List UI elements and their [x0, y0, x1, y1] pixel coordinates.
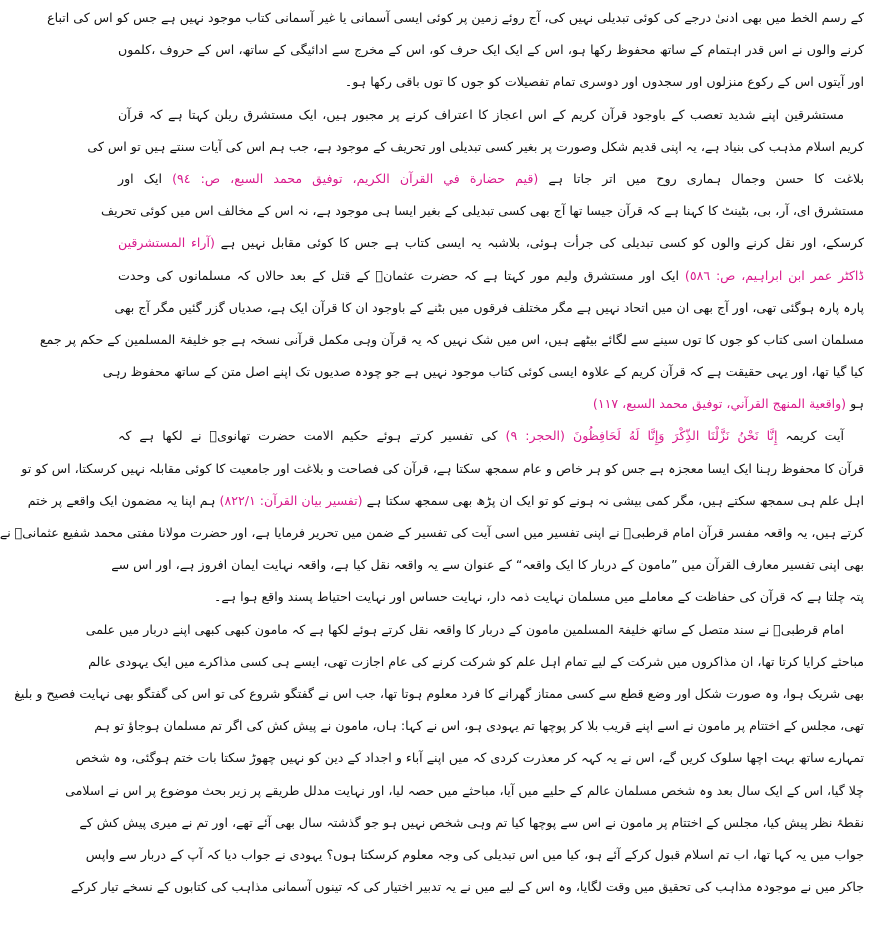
citation-reference: ڈاکٹر عمر ابن ابراہیم، ص: ٥٨٦) [684, 267, 864, 283]
text-line [94, 710, 864, 742]
text-segment: جواب میں یہ کہا تھا، اب تم اسلام قبول کرکے آئے ہو، کیا میں اس تبدیلی کی وجہ معلوم کرسکتا ہوں؟ یہودی نے جواب دیا کہ آپ کے دربار سے واپس [85, 846, 864, 862]
citation-reference: (قيم حضارة في القرآن الكريم، توفيق محمد السبع، ص: ٩٤) [172, 170, 539, 186]
text-segment: کرنے والوں نے اس قدر اہتمام کے ساتھ محفوظ رکھا ہو، اس کے ایک ایک حرف کو، اس کے مخرج سے ادائیگی کے ساتھ، اس کے حروف ،کلموں [118, 42, 864, 58]
document-page [0, 2, 865, 947]
text-segment: کرسکے، اور نقل کرنے والوں کو کسی تبدیلی کی جرأت ہوئی، بلاشبہ یہ ایسی کتاب ہے جس کا کوئی مقابل نہیں ہے [214, 235, 864, 251]
text-segment: کرتے ہیں، یہ واقعہ مفسر قرآن امام قرطبیؒ نے اپنی تفسیر میں اسی آیت کی تفسیر کے ضمن میں تحریر فرمایا ہے، اور حضرت مولانا مفتی محمد شفیع عثمانیؒ نے [0, 525, 864, 540]
text-line [111, 549, 864, 581]
text-segment: ہم اپنا یہ مضمون ایک واقعے پر ختم [27, 492, 220, 508]
text-line [118, 420, 864, 452]
text-line [85, 839, 864, 871]
text-segment: تھی، مجلس کے اختتام پر مامون نے اسے اپنے قریب بلا کر پوچھا تم یہودی ہو، اس نے کہا: ہاں، مامون نے پیش کش کی اگر تم مسلمان ہوجاؤ تو ہم [94, 718, 864, 734]
text-line [114, 292, 864, 324]
text-line [102, 356, 864, 388]
text-segment: مستشرق ای، آر، بی، بٹینٹ کا کہنا ہے کہ قرآن جیسا تھا آج بھی کسی تبدیلی کے بغیر ایسا ہی موجود ہے، نہ اس کے مخالف اس میں کوئی تحریف [101, 203, 864, 219]
text-line [21, 453, 864, 485]
text-line [79, 807, 864, 839]
text-segment: کریم اسلام مذہب کی بنیاد ہے، یہ اپنی قدیم شکل وصورت پر بغیر کسی تبدیلی اور تحریف کے موجود ہے، جب ہم اس کی آیات سنتے ہیں تو اس کی [87, 138, 864, 154]
text-line [88, 646, 864, 678]
text-line [27, 485, 864, 517]
paragraph-3 [0, 420, 864, 613]
text-segment: ایک اور [118, 170, 173, 186]
text-segment: مستشرقین اپنے شدید تعصب کے باوجود قرآن کریم کے اس اعجاز کا اعتراف کرنے پر مجبور ہیں، ایک مستشرق ریلن کہتا ہے کہ قرآن [118, 106, 844, 122]
text-segment: کیا گیا تھا، اور یہی حقیقت ہے کہ قرآن کریم کے علاوہ ایسی کوئی کتاب موجود نہیں ہے جو چودہ صدیوں تک اپنے اصل متن کے ساتھ محفوظ رہی [102, 364, 864, 380]
text-line [14, 678, 864, 710]
text-segment: بھی اپنی تفسیر معارف القرآن میں ”مامون کے دربار کا ایک واقعہ“ کے عنوان سے یہ واقعہ نقل کیا ہے، واقعہ نہایت ایمان افروز ہے، اور اس سے [111, 557, 864, 573]
text-segment: مباحثے کرایا کرتا تھا، ان مذاکروں میں شرکت کے لیے تمام اہل علم کو شرکت کرنے کی عام اجازت تھی، ایسے ہی کسی مذاکرے میں ایک یہودی عالم [88, 653, 864, 669]
text-segment: آیت کریمہ [777, 428, 844, 444]
text-line [118, 99, 864, 131]
text-segment: چلا گیا، اس کے ایک سال بعد وہ شخص مسلمان عالم کے حلیے میں آیا، مباحثے میں حصہ لیا، اور نہایت مدلل طریقے پر زیر بحث موضوع پر اس نے اسلامی [65, 782, 864, 798]
text-segment: کے رسم الخط میں بھی ادنیٰ درجے کی کوئی تبدیلی نہیں کی، آج روئے زمین پر کوئی ایسی آسمانی یا غیر آسمانی کتاب موجود نہیں ہے جس کو اس کی اتباع [47, 10, 864, 25]
text-line [118, 388, 864, 420]
text-line [0, 517, 864, 549]
text-line [118, 34, 864, 66]
citation-reference: (تفسیر بیان القرآن: ۸۲۲/۱) [219, 492, 363, 508]
text-segment: کی تفسیر کرتے ہوئے حکیم الامت حضرت تھانویؒ نے لکھا ہے کہ [118, 428, 506, 444]
paragraph-1 [47, 2, 864, 99]
text-line [47, 2, 864, 34]
text-line [65, 775, 864, 807]
text-line [118, 227, 864, 259]
text-line [118, 581, 864, 613]
text-segment: پتہ چلتا ہے کہ قرآن کی حفاظت کے معاملے میں مسلمان نہایت ذمہ دار، نہایت حساس اور نہایت احتیاط پسند واقع ہوا ہے۔ [213, 589, 864, 605]
text-line [101, 195, 864, 227]
text-segment: قرآن کا محفوظ رہنا ایک ایسا معجزہ ہے جس کو ہر خاص و عام سمجھ سکتا ہے، قرآن کی فصاحت و بلاغت اور جامعیت کا کوئی مقابلہ نہیں کرسکتا، اس کو تو [21, 460, 864, 476]
text-segment: اہل علم ہی سمجھ سکتے ہیں، مگر کمی بیشی نہ ہونے کو تو ایک ان پڑھ بھی سمجھ سکتا ہے [362, 492, 864, 508]
text-line [85, 614, 864, 646]
text-segment: نقطۂ نظر پیش کیا، مجلس کے اختتام پر مامون نے اس سے پوچھا کیا تم وہی شخص نہیں ہو جو گذشتہ سال بھی آئے تھے، اور تم نے میری پیش کش کے [79, 814, 864, 830]
text-line [70, 871, 864, 903]
text-segment: پارہ پارہ ہوگئی تھی، اور آج بھی ان میں اتحاد نہیں ہے مگر مختلف فرقوں میں بٹنے کے باوجود ان کا قرآن ایک ہے، صدیاں گزر گئیں مگر آج بھی [114, 299, 864, 315]
text-segment: مسلمان اسی کتاب کو جوں کا توں سینے سے لگائے بیٹھے ہیں، اس میں شک نہیں کہ یہ قرآن وہی مکمل قرآنی نسخہ ہے جو خلیفۃ المسلمین کے حکم پر جمع [39, 331, 864, 347]
paragraph-2 [39, 99, 865, 421]
text-line [75, 742, 864, 774]
text-segment: بھی شریک ہوا، وہ صورت شکل اور وضع قطع سے کسی ممتاز گھرانے کا فرد معلوم ہوتا تھا، جب اس نے گفتگو شروع کی تو اس کی گفتگو بھی نہایت فصیح و بلیغ [14, 685, 864, 701]
text-segment: بلاغت کا حسن وجمال ہماری روح میں اتر جاتا ہے [538, 170, 865, 186]
text-segment: جاکر میں نے موجودہ مذاہب کی تحقیق میں وقت لگایا، وہ اس کے لیے میں نے یہ تدبیر اختیار کی کہ تینوں آسمانی مذاہب کی کتابوں کے نسخے تیار کرکے [70, 879, 864, 895]
text-line [39, 324, 864, 356]
citation-reference: إِنَّا نَحْنُ نَزَّلْنَا الذِّكْرَ وَإِنَّا لَهُ لَحَافِظُونَ (الحجر: ٩) [505, 428, 778, 444]
text-segment: اور آیتوں اس کے رکوع منزلوں اور سجدوں اور دوسری تمام تفصیلات کو جوں کا توں باقی رکھا ہو۔ [344, 74, 864, 90]
text-segment: امام قرطبیؒ نے سند متصل کے ساتھ خلیفۃ المسلمین مامون کے دربار کا واقعہ نقل کرتے ہوئے لکھا ہے کہ مامون کبھی کبھی اپنے دربار میں علمی [85, 621, 844, 637]
text-line [118, 66, 864, 98]
paragraph-4 [14, 614, 864, 904]
text-segment: ہو [846, 396, 864, 412]
text-line [118, 260, 864, 292]
text-line [87, 131, 864, 163]
citation-reference: (واقعية المنهج القرآني، توفيق محمد السبع، ١١٧) [592, 396, 847, 412]
citation-reference: (آراء المستشرقين [118, 235, 215, 251]
text-line [118, 163, 864, 195]
text-segment: ایک اور مستشرق ولیم مور کہتا ہے کہ حضرت عثمانؓ کے قتل کے بعد حالاں کہ مسلمانوں کی وحدت [118, 267, 685, 283]
text-segment: تمہارے ساتھ بہت اچھا سلوک کریں گے، اس نے یہ کہہ کر معذرت کردی کہ میں اپنے آباء و اجداد کے دین کو نہیں چھوڑ سکتا بات ختم ہوگئی، وہ شخص [75, 750, 864, 766]
